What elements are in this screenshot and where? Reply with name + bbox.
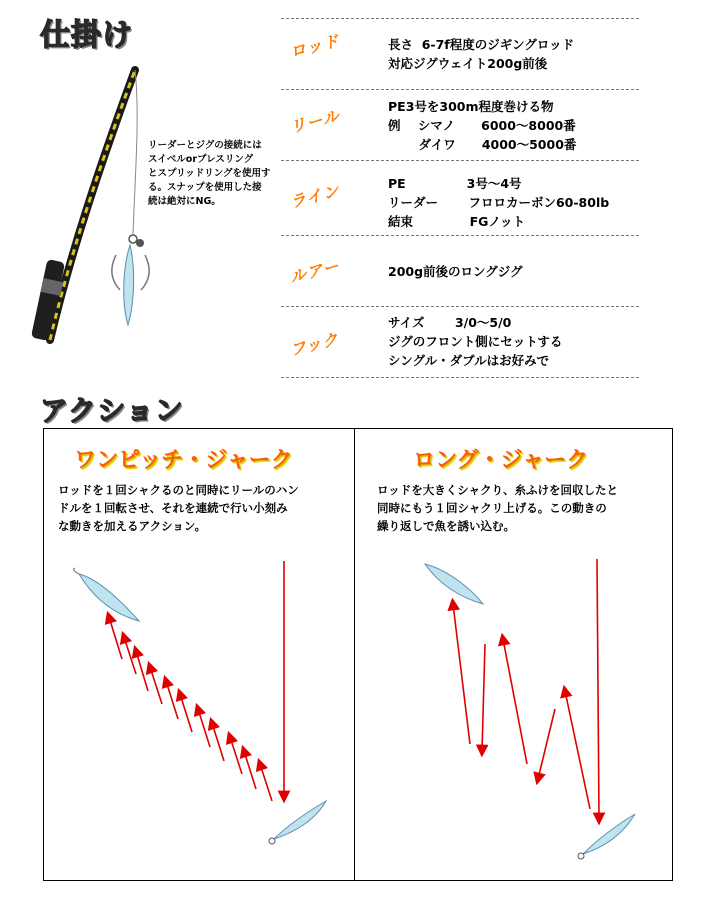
panel-description: ロッドを１回シャクるのと同時にリールのハン ドルを１回転させ、それを連続で行い小刻み な動きを加えるアクション。 <box>58 483 299 533</box>
spec-text-rod: 長さ 6-7f程度のジギングロッド 対応ジグウェイト200g前後 <box>388 37 575 71</box>
jig-icon <box>269 801 326 844</box>
setup-heading: 仕掛け <box>40 18 133 53</box>
spec-divider <box>281 89 639 90</box>
long-jerk-diagram <box>355 429 672 880</box>
action-heading: アクション <box>40 394 184 427</box>
spec-divider <box>281 18 639 19</box>
spec-divider <box>281 377 639 378</box>
spec-label-reel: リール <box>287 105 342 137</box>
spec-label-line: ライン <box>287 181 342 212</box>
panel-title: ロング・ジャーク <box>413 448 589 473</box>
spec-text-lure: 200g前後のロングジグ <box>388 264 523 279</box>
spec-divider <box>281 160 639 161</box>
spec-label-rod: ロッド <box>287 30 342 62</box>
jig-icon <box>74 568 139 621</box>
panel-description: ロッドを大きくシャクり、糸ふけを回収したと 同時にもう１回シャクリ上げる。この動きの 繰り返しで魚を誘い込む。 <box>377 483 619 533</box>
jig-icon <box>425 564 483 604</box>
spec-divider <box>281 306 639 307</box>
spec-label-lure: ルアー <box>287 256 342 287</box>
panel-long-jerk <box>354 428 673 881</box>
spec-divider <box>281 235 639 236</box>
panel-title: ワンピッチ・ジャーク <box>74 448 293 473</box>
spec-text-reel: PE3号を300m程度巻ける物 例 シマノ 6000～8000番 ダイワ 4000～5000番 <box>388 99 577 152</box>
one-pitch-diagram <box>44 429 355 880</box>
spec-text-line: PE 3号～4号 リーダー フロロカーボン60-80lb 結束 FGノット <box>388 176 610 229</box>
spec-label-hook: フック <box>287 329 341 360</box>
spec-text-hook: サイズ 3/0～5/0 ジグのフロント側にセットする シングル・ダブルはお好みで <box>388 315 563 368</box>
jig-icon <box>578 814 635 859</box>
connection-note: リーダーとジグの接続には スイベルorプレスリング とスプリッドリングを使用す る。スナップを使用した接 続は絶対にNG。 <box>148 140 271 207</box>
panel-one-pitch-jerk <box>43 428 356 881</box>
